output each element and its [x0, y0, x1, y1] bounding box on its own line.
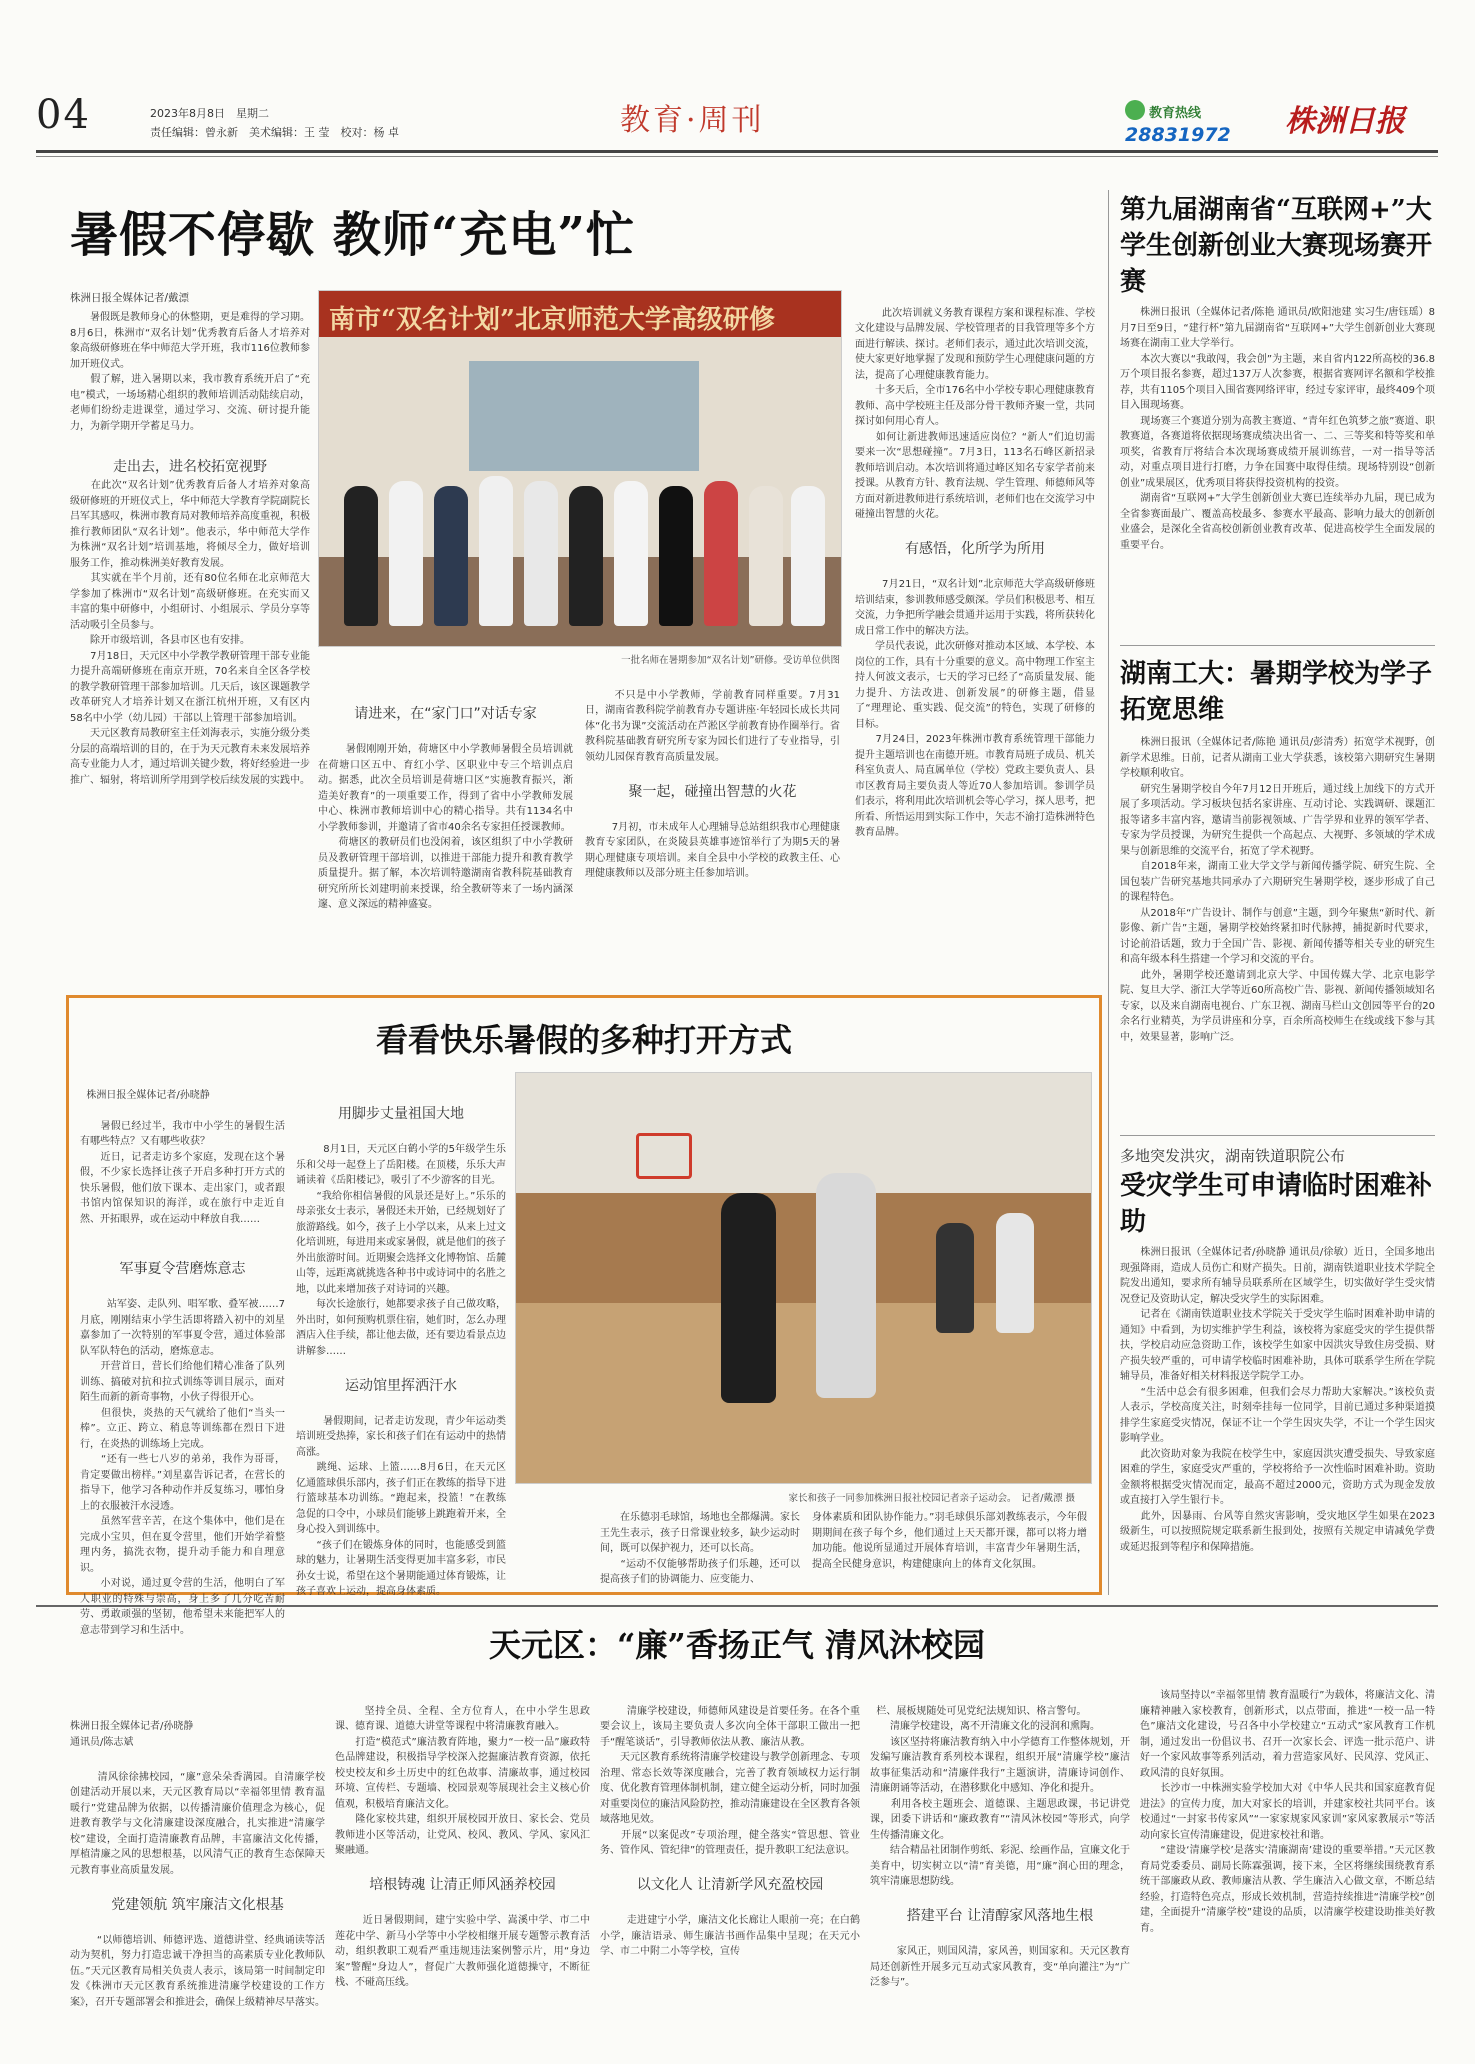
person [569, 486, 603, 626]
article3-col3b-text: 走进建宁小学，廉洁文化长廊让人眼前一亮；在白鹤小学，廉洁语录、师生廉洁书画作品集中呈现；在天元小学、市二中附二小等学校，宣传 [600, 1915, 861, 1957]
person [791, 486, 825, 626]
right-divider-2 [1120, 1135, 1435, 1136]
article1-col3a-text: 不只是中小学教师，学前教育同样重要。7月31日，湖南省教科院学前教育办专题讲座·年轻园长成长共同体“化书为课”交流活动在芦淞区学前教育协作圈举行。省教科院基础教育研究所专家为园长们进行了专业指导，引领幼儿园保育教育高质量发展。 [585, 689, 841, 763]
right-column-divider [1108, 190, 1109, 1595]
article1-col3b-text: 7月初，市未成年人心理辅导总站组织我市心理健康教育专家团队，在炎陵县英雄事迹馆举行了为期5天的暑期心理健康专项培训。来自全县中小学校的政教主任、心理健康教师以及部分班主任参加培训。 [585, 821, 841, 879]
article3-col1-text: 清风徐徐拂校园，“廉”意朵朵香满园。自清廉学校创建活动开展以来，天元区教育局以“幸福邻里情 教育温暖行”党建品牌为依据，以传播清廉价值理念为核心，促进教育教学与文化清廉建设深度融合，扎实推进“清廉学校”建设，全面打造清廉教育品牌，丰富廉洁文化传播，厚植清廉之风的思想根基，以风清气正的教育生态保障天元教育事业高质量发展。 [70, 1771, 325, 1876]
person [524, 481, 558, 626]
article6-kicker: 多地突发洪灾，湖南铁道职院公布 [1120, 1147, 1346, 1165]
article1-sub1: 走出去，进名校拓宽视野 [113, 459, 267, 475]
hotline-box [1125, 100, 1265, 150]
article3-sub2: 培根铸魂 让清正师风涵养校园 [369, 1877, 556, 1893]
article1-col4a-text: 此次培训就义务教育课程方案和课程标准、学校文化建设与品牌发展、学校管理者的目我管理等多个方面进行解读、探讨。老师们表示，通过此次培训交流，使大家更好地掌握了发现和预防学生心理健康问题的方法，提高了心理健康教育能力。 十多天后，全市176名中小学校专职心理健康教育教师、高中学校班主任及部分骨干教师齐聚一堂，共同探讨如何用心育人。 如何让新进教师迅速适应岗位？“新人”们迫切需要来一次“思想碰撞”。7月3日，113名石峰区新招录教师培训启动。本次培训将通过峰区知名专家学者前来授课。从教育方针、教育法规、学生管理、师德师风等方面对新进教师进行系统培训，老师们也在交流学习中碰撞出智慧的火花。 [855, 307, 1096, 520]
article2-col1 [80, 1072, 285, 1636]
issue-date: 2023年8月8日 星期二 [150, 107, 269, 120]
article1-photo-caption: 一批名师在暑期参加“双名计划”研修。受访单位供图 [621, 655, 840, 666]
article3-col4b-text: 家风正，则国风清，家风善，则国家和。天元区教育局还创新性开展多元互动式家风教育，变“单向灌注”为“广泛参与”。 [870, 1946, 1131, 1988]
banner-text: 南市“双名计划”北京师范大学高级研修 [329, 305, 775, 335]
girl-player [721, 1193, 776, 1403]
right-divider-1 [1120, 645, 1435, 646]
article2-sub2: 用脚步丈量祖国大地 [338, 1106, 464, 1122]
article3-col1b-text: “以师德培训、师德评选、道德讲堂、经典诵读等活动为契机，努力打造忠诚干净担当的高素质专业化教师队伍。”天元区教育局相关负责人表示，该局第一时间制定印发《株洲市天元区教育系统推进清廉学校建设的工作方案》，召开专题部署会和推进会，确保上级精神尽早落实。 [70, 1934, 325, 2008]
article6-headline: 受灾学生可申请临时困难补助 [1120, 1171, 1433, 1237]
header-rule-thin [36, 156, 1438, 157]
article3-col4a-text: 栏、展板规随处可见党纪法规知识、格言警句。 清廉学校建设，离不开清廉文化的浸润和熏陶。 该区坚持将廉洁教育纳入中小学德育工作整体规划，开发编写廉洁教育系列校本课程，组织开展“清廉学校”廉洁故事征集活动和“清廉伴我行”主题演讲，清廉诗词创作、清廉朗诵等活动，在潜移默化中感知、净化和提升。 利用各校主题班会、道德课、主题思政课，书记讲党课，团委下讲话和“廉政教育”“清风沐校园”等形式，向学生传播清廉文化。 结合精品社团制作剪纸、彩泥、绘画作品，宣廉文化于美育中，切实树立以“清”育美德，用“廉”润心田的理念，筑牢清廉思想防线。 [870, 1705, 1130, 1887]
article2-sub1: 军事夏令营磨炼意志 [119, 1261, 246, 1277]
article1-col4 [855, 290, 1095, 982]
article1-col3 [585, 672, 840, 982]
article2-sub3: 运动馆里挥洒汗水 [345, 1377, 457, 1394]
player [996, 1213, 1034, 1333]
hotline-icon [1125, 100, 1145, 120]
article2-headline: 看看快乐暑假的多种打开方式 [375, 1021, 792, 1059]
person [749, 486, 783, 626]
article1-col2-text: 暑假刚刚开始，荷塘区中小学教师暑假全员培训就在荷塘口区五中、育红小学、区职业中专三个培训点启动。据悉，此次全员培训是荷塘口区“实施教育振兴，渐造美好教育”的一项重要工作，得到了省中小学教师发展中心、株洲市教师培训中心的精心指导。共有1134名中小学教师参训，并邀请了省市40余名专家担任授课教师。 荷塘区的教研员们也没闲着，该区组织了中小学教研员及教研管理干部培训，以推进干部能力提升和教育教学质量提升。据了解，本次培训特邀湖南省教科院基础教育研究所所长刘建明前来授课，给全教研等来了一场内涵深邃、意义深远的精神盛宴。 [318, 744, 574, 910]
gym-ceiling [516, 1073, 1091, 1193]
person [704, 481, 738, 626]
person [659, 486, 693, 626]
article1-sub2: 请进来，在“家门口”对话专家 [354, 706, 537, 722]
basketball-hoop [636, 1133, 692, 1179]
person [614, 481, 648, 626]
article3-col1 [70, 1688, 325, 2058]
article1-col2 [318, 672, 573, 982]
article1-headline: 暑假不停歇 教师“充电”忙 [70, 207, 635, 263]
article3-col2a-text: 坚持全员、全程、全方位育人，在中小学生思政课、德育课、道德大讲堂等课程中将清廉教育融入。 打造“模范式”廉洁教育阵地，聚力“一校一品”廉政特色品牌建设，积极指导学校深入挖掘廉洁教育资源，依托校史校友和乡土历史中的红色故事、清廉故事，通过校园环境、宣传栏、专题墙、校园景观等展现社会主义核心价值观，积极培育廉洁文化。 隆化家校共建，组织开展校园开放日、家长会、党员教师进小区等活动，让党风、校风、教风、学风、家风汇聚融通。 [335, 1705, 591, 1856]
teachers-group-photo [318, 290, 842, 647]
article3-col4 [870, 1688, 1130, 2058]
bottom-section-rule [36, 1605, 1438, 1607]
article1-col4b-text: 7月21日，“双名计划”北京师范大学高级研修班培训结束，参训教师感受颇深。学员们积极思考、相互交流，力争把所学融会贯通并运用于实践，将所获转化成日常工作中的解决方法。 学员代表说，此次研修对推动本区域、本学校、本岗位的工作，具有十分重要的意义。高中物理工作室主持人何波文表示，七天的学习已经了“高质量发展、能力提升、方法改进、创新发展”的研修主题，借显了“理理论、重实践、促交流”的特色，实现了研修的目标。 7月24日，2023年株洲市教育系统管理干部能力提升主题培训也在南德开班。市教育局班子成员、机关科室负责人、局直属单位（学校）党政主要负责人、县市区教育局主要负责人等近70人参加培训。参训学员们表示，将利用此次培训机会等心学习，探人思考，把所看、所悟运用到实际工作中，矢志不渝打造株洲特色教育品牌。 [855, 579, 1096, 838]
article3-col2 [335, 1688, 590, 2058]
section-title: 教育·周刊 [620, 103, 765, 138]
article2-byline: 株洲日报全媒体记者/孙晓静 [86, 1089, 210, 1101]
article4-body: 株洲日报讯（全媒体记者/陈艳 通讯员/欧阳池建 实习生/唐钰瑶）8月7日至9日，“建行杯”第九届湖南省“互联网+”大学生创新创业大赛现场赛在湖南工业大学举行。 本次大赛以“我敢闯，我会创”为主题，来自省内122所高校的36.8万个项目报名参赛，超过137万人次参赛，根据省赛网评名额和学校推荐，共有1105个项目入围省赛网络评审，经过专家评审，最终409个项目入围现场赛。 现场赛三个赛道分别为高教主赛道、“青年红色筑梦之旅”赛道、职教赛道，各赛道将依据现场赛成绩决出省一、二、三等奖和特等奖和单项奖，省教育厅将结合本次现场赛成绩开展训练营，一对一指导等活动，对重点项目进行打磨，力争在国赛中取得佳绩。现场特别设“创新创业”成果展区，优秀项目将获得投资机构的投资。 湖南省“互联网+”大学生创新创业大赛已连续举办九届，现已成为全省参赛面最广、覆盖高校最多、参赛水平最高、影响力最大的创新创业盛会，是深化全省高校创新创业教育改革、促进高校学生全面发展的重要平台。 [1120, 307, 1435, 551]
article1-col1b: 在此次“双名计划”优秀教育后备人才培养对象高级研修班的开班仪式上，华中师范大学教育学院副院长吕军其感叹，株洲市教育局对教师培养高度重视，积极推行教师团队“双名计划”。他表示，华中师范大学作为株洲“双名计划”培训基地，将倾尽全力，做好培训服务工作，推动株洲美好教育发展。 其实就在半个月前，还有80位名师在北京师范大学参加了株洲市“双名计划”高级研修班。在充实而又丰富的集中研修中，小组研讨、小组展示、学员分享等活动吸引全员参与。 除开市级培训，各县市区也有安排。 7月18日，天元区中小学教学教研管理干部专业能力提升高端研修班在南京开班，70名来自全区各学校的教学教研管理干部参加培训。几天后，该区课题教学改革研究人才培养计划又在浙江杭州开班，又有区内58名中小学（幼儿园）干部以上管理干部参加培训。 天元区教育局教研室主任刘海表示，实施分级分类分层的高端培训的目的，在于为天元教育未来发展培养高专业能力人才，通过培训关键少数，将好经验进一步推广、辐射，将培训所学用到学校后续发展的实践中。 [70, 480, 310, 786]
header-rule [36, 150, 1438, 153]
article3-col2b-text: 近日暑假期间，建宁实验中学、嵩溪中学、市二中莲花中学、新马小学等中小学校相继开展专题警示教育活动，组织教职工观看严重违规违法案例警示片，用“身边案”警醒“身边人”，督促广大教师强化道德操守，不断征栈、不碰高压线。 [335, 1915, 591, 1988]
article3-byline: 株洲日报全媒体记者/孙晓静 通讯员/陈志斌 [70, 1721, 194, 1748]
woman-player [816, 1173, 876, 1398]
article2-col4: 身体素质和团队协作能力。”羽毛球俱乐部刘教练表示，今年假期期间在孩子每个乡，他们通过上天天都开课，都可以将力增加功能。他说所显通过开展体育培训，丰富青少年暑期生活，提高全民健身意识，构建健康向上的体育文化氛围。 [812, 1512, 1087, 1570]
article2-col2b-text: 暑假期间，记者走访发现，青少年运动类培训班受热捧，家长和孩子们在有运动中的热情高涨。 跳绳、运球、上篮……8月6日，在天元区亿通篮球俱乐部内，孩子们正在教练的指导下进行篮球基本功训练。“跑起来，投篮！”在教练急促的口令中，小球员们能够上跳跑着开来，全身心投入到训练中。 “孩子们在锻炼身体的同时，也能感受到篮球的魅力，让暑期生活变得更加丰富多彩，市民孙女士说，希望在这个暑期能通过体育锻炼，让孩子喜欢上运动，提高身体素质。 [296, 1415, 507, 1597]
newspaper-logo: 株洲日报 [1285, 104, 1405, 139]
person [344, 486, 378, 626]
article3-col3 [600, 1688, 860, 2058]
hotline-number: 28831972 [1125, 124, 1231, 146]
hotline-label: 教育热线 [1149, 106, 1202, 121]
article3-headline: 天元区：“廉”香扬正气 清风沐校园 [489, 1626, 985, 1664]
person [479, 476, 513, 626]
article3-col5: 该局坚持以“幸福邻里情 教育温暖行”为载体，将廉洁文化、清廉精神融入家校教育，创新形式，以点带面，推进“一校一品一特色”廉洁文化建设，号召各中小学校建立“五动式”家风教育工作机制，通过发出一份倡议书、召开一次家长会、评选一批示范户、讲好一个家风故事等系列活动，着力营造家风好、民风淳、党风正、政风清的良好氛围。 长沙市一中株洲实验学校加大对《中华人民共和国家庭教育促进法》的宣传力度，加大对家长的培训，并建家校社共同平台。该校通过“一封家书传家风”“一家家规家风家训”家风家教展示”等活动向家长宣传清廉建设，促进家校社和谐。 “建设‘清廉学校’是落实‘清廉湖南’建设的重要举措。”天元区教育局党委委员、副局长陈霖强调，接下来，全区将继续围绕教育系统干部廉政从政、教师廉洁从教、学生廉洁入心做文章，不断总结经验，打造特色亮点，形成长效机制，营造持续推进“清廉学校”创建，全面提升“清廉学校”建设的品质，以清廉学校建设助推美好教育。 [1140, 1690, 1435, 1934]
article2-photo-caption: 家长和孩子一同参加株洲日报社校园记者亲子运动会。 记者/戴漂 摄 [788, 1493, 1075, 1504]
article1-sub4: 有感悟，化所学为所用 [905, 541, 1045, 557]
person [434, 486, 468, 626]
article4-headline: 第九届湖南省“互联网+”大学生创新创业大赛现场赛开赛 [1120, 195, 1433, 297]
article3-sub4: 搭建平台 让清醇家风落地生根 [906, 1908, 1094, 1924]
article2-col2a-text: 8月1日，天元区白鹤小学的5年级学生乐乐和父母一起登上了岳阳楼。在顶楼，乐乐大声诵读着《岳阳楼记》，吸引了不少游客的目光。 “我给你相信暑假的风景还是好上。”乐乐的母亲张女士表示，暑假还未开始，已经规划好了旅游路线。如今，孩子上小学以来，从来上过文化培训班，每进用来或家暑假，就是他们的孩子外出旅游时间。近期聚会选择文化博物馆、岳麓山等，远距离就挑选各种书中或诗词中的名胜之地，以此来增加孩子对诗词的兴趣。 每次长途旅行，她都要求孩子自己做攻略，外出时，如何预购机票住宿，她们时，怎么办理酒店入住手续，都让他去做，还有要边看景点边讲解参…… [296, 1144, 507, 1357]
article1-byline: 株洲日报全媒体记者/戴漂 [70, 292, 190, 304]
article3-sub1: 党建领航 筑牢廉洁文化根基 [111, 1896, 284, 1913]
photo-screen [469, 361, 699, 471]
article1-col1a: 暑假既是教师身心的休整期，更是难得的学习期。8月6日，株洲市“双名计划”优秀教育后备人才培养对象高级研修班在华中师范大学开班，我市116位教师参加开班仪式。 假了解，进入暑期以来，我市教育系统开启了“充电”模式，一场场精心组织的教师培训活动陆续启动，老师们纷纷走进课堂，通过学习、交流、研讨提升能力，为新学期开学蓄足马力。 [70, 312, 310, 432]
person [389, 481, 423, 626]
article6-body: 株洲日报讯（全媒体记者/孙晓静 通讯员/徐敏）近日，全国多地出现强降雨，造成人员伤亡和财产损失。日前，湖南铁道职业技术学院全院发出通知，要求所有辅导员联系所在区域学生，切实做好学生受灾情况登记及资助认定，解决受灾学生的实际困难。 记者在《湖南铁道职业技术学院关于受灾学生临时困难补助申请的通知》中看到，为切实维护学生利益，该校将为家庭受灾的学生提供帮扶，学校启动应急资助工作，该校学生如家中因洪灾导致住房受损、财产损失较严重的，可申请学校临时困难补助，具体可联系学生所在学院辅导员，准备好相关材料报送学院学工办。 “生活中总会有很多困难，但我们会尽力帮助大家解决。”该校负责人表示，学校高度关注，时刻牵挂每一位同学，目前已通过多种渠道摸排学生家庭受灾情况，保证不让一个学生因灾失学，不让一个学生因灾影响学业。 此次资助对象为我院在校学生中，家庭因洪灾遭受损失、导致家庭困难的学生，家庭受灾严重的，学校将给予一次性临时困难补助。资助金额将根据受灾情况而定，最高不超过2000元，资助方式为现金发放或直接打入学生银行卡。 此外，因暴雨、台风等自然灾害影响，受灾地区学生如果在2023级新生，可以按照院规定联系新生报到处，按照有关规定申请减免学费或延迟报到等程序和保障措施。 [1120, 1247, 1435, 1553]
editor-credits: 责任编辑：曾永新 美术编辑：王 莹 校对：杨 卓 [150, 126, 399, 139]
article5-headline: 湖南工大：暑期学校为学子拓宽思维 [1120, 659, 1433, 725]
article5-body: 株洲日报讯（全媒体记者/陈艳 通讯员/彭清秀）拓宽学术视野，创新学术思维。日前，记者从湖南工业大学获悉，该校第六期研究生暑期学校顺利收官。 研究生暑期学校自今年7月12日开班后，通过线上加线下的方式开展了多项活动。学习板块包括名家讲座、互动讨论、实践调研、课题汇报等诸多丰富内容，邀请当前影视领域、广告学界和业界的领军学者、专家为学员授课，为研究生提供一个高起点、大视野、多领域的学术成果与创新思维的交流平台，拓宽了学术视野。 自2018年来，湖南工业大学文学与新闻传播学院、研究生院、全国包装广告研究基地共同承办了六期研究生暑期学校，逐步形成了自己的课程特色。 从2018年“广告设计、制作与创意”主题，到今年聚焦“新时代、新影像、新广告”主题，暑期学校始终紧扣时代脉搏，捕捉新时代要求，讨论前沿话题，致力于全国广告、影视、新闻传播等相关专业的研究生和高年级本科生搭建一个学习和交流的平台。 此外，暑期学校还邀请到北京大学、中国传媒大学、北京电影学院、复旦大学、浙江大学等近60所高校广告、影视、新闻传播领域知名专家，以及来自湖南电视台、广东卫视、湖南马栏山文创园等平台的20余名行业精英，为学员讲座和分享，百余所高校师生在线或线下参与其中，效果显著，影响广泛。 [1120, 737, 1435, 1043]
article3-col3a-text: 清廉学校建设，师德师风建设是首要任务。在各个重要会议上，该局主要负责人多次向全体干部职工做出一把手“醒笔谈话”，引导教师依法从教、廉洁从教。 天元区教育系统将清廉学校建设与教学创新理念、专项治理、常态长效等深度融合，完善了教育领域权力运行制度、优化教育管理体制机制，建立健全运动分析，同时加强对重要岗位的廉洁风险防控，推动清廉建设在全区教育各领域落地见效。 开展“以案促改”专项治理，健全落实“管思想、管业务、管作风、管纪律”的管理责任，提升教职工纪法意识。 [600, 1705, 861, 1856]
article3-sub3: 以文化人 让清新学风充盈校园 [636, 1877, 824, 1893]
article2-col2 [296, 1072, 507, 1597]
page-number: 04 [36, 92, 91, 138]
article2-col1b-text: 站军姿、走队列、唱军歌、叠军被……7月底，刚刚结束小学生活即将踏入初中的刘星嘉参加了一次特别的军事夏令营，通过体验部队军队特色的活动，磨炼意志。 开营首日，营长们给他们精心准备了队列训练、搞破对抗和拉式训练等训目展示，面对陌生而新的新奇事物，小伙子得很开心。 但很快，炎热的天气就给了他们“当头一棒”。立正、跨立、稍息等训练都在烈日下进行，在炎热的训练场上完成。 “还有一些七八岁的弟弟，我作为哥哥，肯定要做出榜样。”刘星嘉告诉记者，在营长的指导下，他学习各种动作并反复练习，哪怕身上的衣服被汗水浸透。 虽然军营辛苦，在这个集体中，他们是在完成小宝贝，但在夏令营里，他们开始学着整理内务，搞洗衣物，提升动手能力和自理意识。 小对说，通过夏令营的生活，他明白了军人职业的特殊与崇高，身上多了几分吃苦耐劳、勇敢顽强的坚韧，他希望未来能把军人的意志带到学习和生活中。 [80, 1299, 285, 1636]
player [936, 1223, 974, 1333]
gym-photo [515, 1072, 1092, 1484]
article2-col1-text: 暑假已经过半，我市中小学生的暑假生活有哪些特点？又有哪些收获？ 近日，记者走访多个家庭，发现在这个暑假，不少家长选择让孩子开启多种打开方式的快乐暑假，他们放下课本、走出家门，或者跟书馆内馆保知识的海洋，或在旅行中走近自然、开拓眼界，或在运动中释放自我…… [80, 1120, 285, 1225]
article1-sub3: 聚一起，碰撞出智慧的火花 [628, 783, 797, 800]
article2-col3: 在乐德羽毛球馆，场地也全都爆满。家长王先生表示，孩子日常课业较多，缺少运动时间，既可以保护视力，还可以长高。 “运动不仅能够帮助孩子们乐趣，还可以提高孩子们的协调能力、应变能力、 [600, 1512, 800, 1585]
